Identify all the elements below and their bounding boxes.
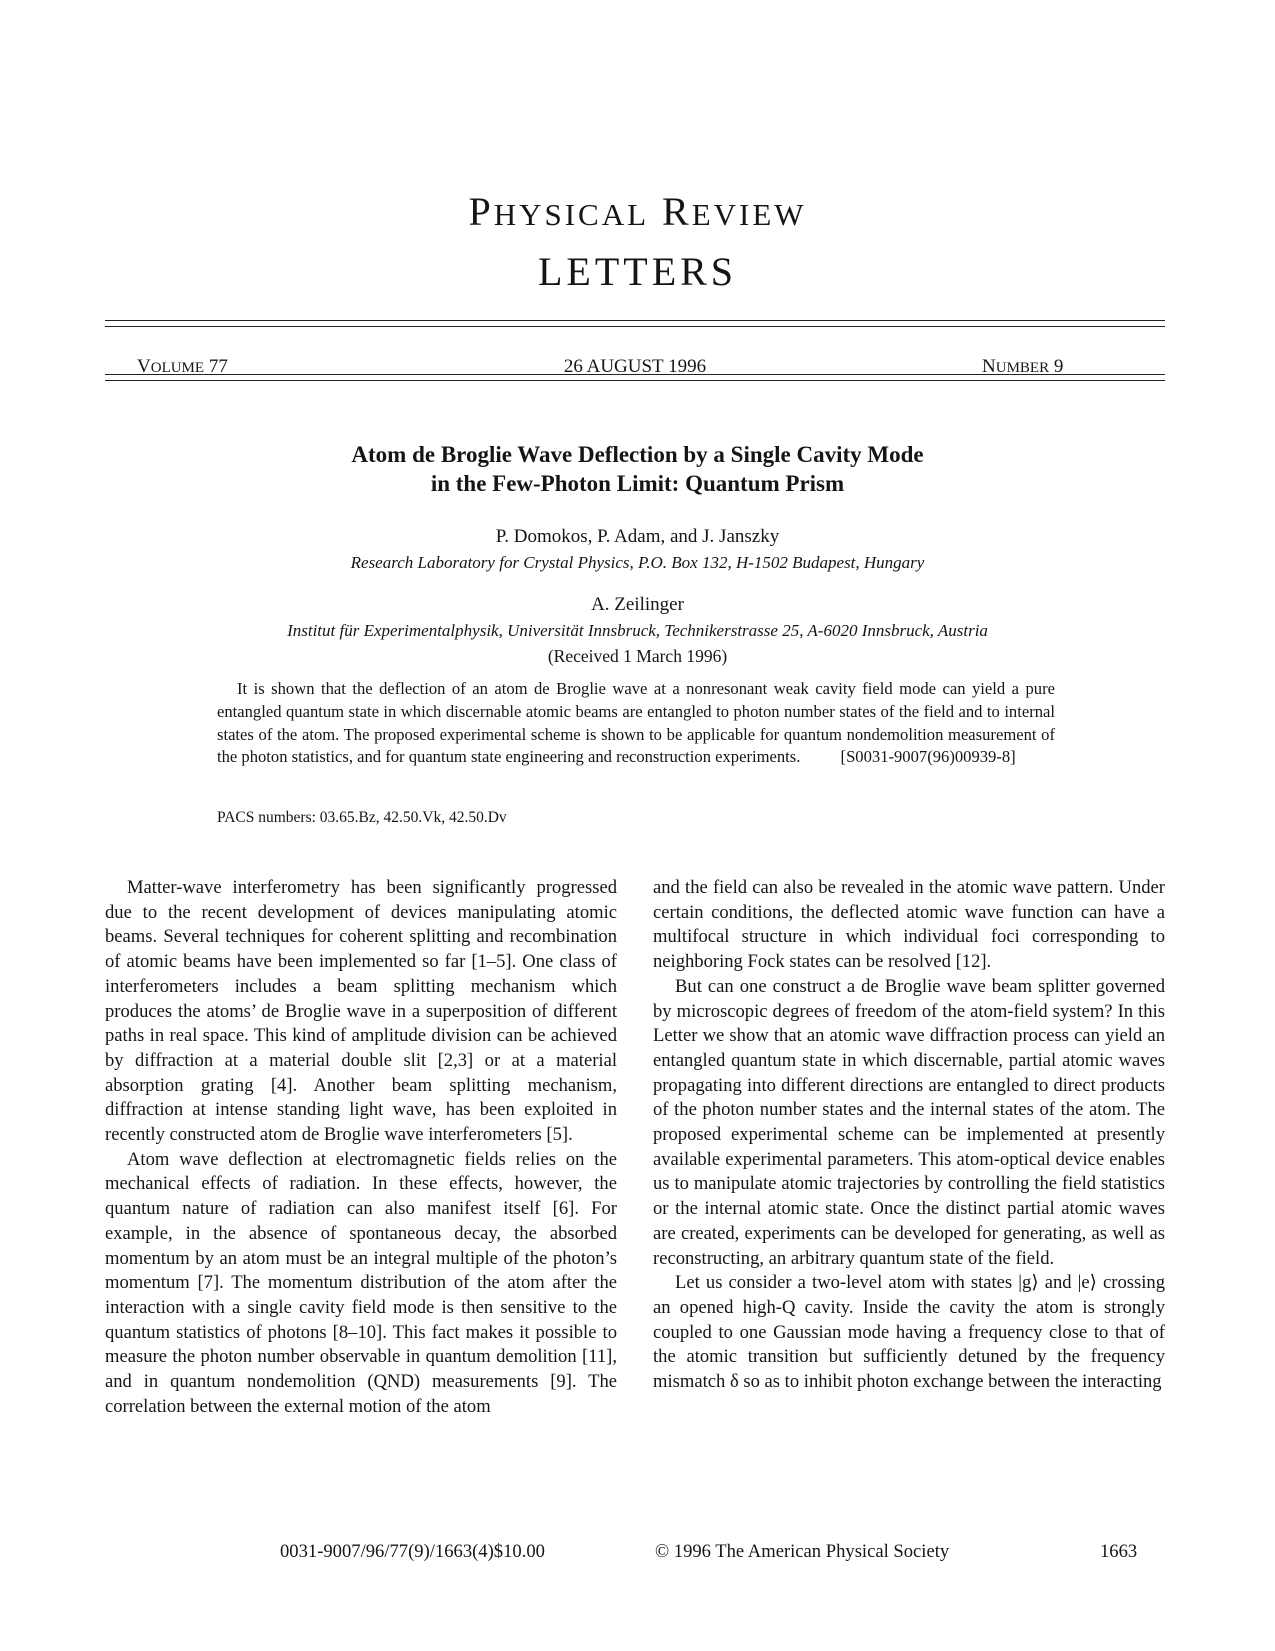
abstract — [217, 678, 1055, 769]
right-column — [653, 876, 1165, 1395]
affiliation-2: Institut für Experimentalphysik, Universität Innsbruck, Technikerstrasse 25, A-6020 Innsbruck, Austria — [287, 621, 988, 640]
journal-subtitle: LETTERS — [537, 249, 738, 294]
paragraph: Atom wave deflection at electromagnetic fields relies on the mechanical effects of radiation. In these effects, however, the quantum nature of radiation can also manifest itself [6]. For example, in the absence of spontaneous decay, the absorbed momentum by an atom must be an integral multiple of the photon’s momentum [7]. The momentum distribution of the atom after the interaction with a single cavity field mode is then sensitive to the quantum statistics of photons [8–10]. This fact makes it possible to measure the photon number observable in quantum demolition [11], and in quantum nondemolition (QND) measurements [9]. The correlation between the external motion of the atom — [105, 1148, 617, 1417]
journal-name-initial-r: R — [662, 189, 692, 234]
header-rule-bottom-1 — [105, 374, 1165, 375]
article-title — [180, 440, 1095, 498]
abstract-text: It is shown that the deflection of an atom de Broglie wave at a nonresonant weak cavity field mode can yield a pure entangled quantum state in which discernable atomic beams are entangled to photon number states of the field and to internal states of the atom. The proposed experimental scheme is shown to be applicable for quantum nondemolition measurement of the photon statistics, and for quantum state engineering and reconstruction experiments. — [217, 679, 1055, 767]
title-line-2: in the Few-Photon Limit: Quantum Prism — [430, 471, 845, 496]
journal-name-initial-p: P — [468, 189, 494, 234]
number-label — [982, 355, 1063, 380]
volume-initial: V — [137, 356, 151, 377]
paragraph: Matter-wave interferometry has been significantly progressed due to the recent development of devices manipulating atomic beams. Several techniques for coherent splitting and recombination of atomic beams have been implemented so far [1–5]. One class of interferometers includes a beam splitting mechanism which produces the atoms’ de Broglie wave in a superposition of different paths in real space. This kind of amplitude division can be achieved by diffraction at a material double slit [2,3] or at a material absorption grating [4]. Another beam splitting mechanism, diffraction at intense standing light wave, has been exploited in recently constructed atom de Broglie wave interferometers [5]. — [105, 877, 617, 1146]
journal-name — [0, 190, 1275, 237]
journal-name-hysical: HYSICAL — [493, 197, 650, 232]
number-rest: UMBER — [995, 360, 1050, 376]
left-column — [105, 876, 617, 1419]
affiliation-1: Research Laboratory for Crystal Physics, P.O. Box 132, H-1502 Budapest, Hungary — [350, 553, 925, 572]
issue-number: 9 — [1053, 356, 1064, 377]
pacs-numbers: PACS numbers: 03.65.Bz, 42.50.Vk, 42.50.Dv — [217, 809, 507, 826]
paragraph: Let us consider a two-level atom with states |g⟩ and |e⟩ crossing an opened high-Q cavity. Inside the cavity the atom is strongly coupled to one Gaussian mode having a frequency close to that of the atomic transition but sufficiently detuned by the frequency mismatch δ so as to inhibit photon exchange between the interacting — [653, 1272, 1165, 1393]
journal-name-eview: EVIEW — [691, 197, 807, 232]
header-rule-bottom-2 — [105, 380, 1165, 381]
volume-rest: OLUME — [150, 360, 205, 376]
volume-number: 77 — [208, 356, 228, 377]
header-rule-top-2 — [105, 326, 1165, 327]
article-code: [S0031-9007(96)00939-8] — [840, 747, 1016, 767]
authors-group-1: P. Domokos, P. Adam, and J. Janszky — [495, 526, 780, 547]
paragraph: and the field can also be revealed in the atomic wave pattern. Under certain conditions, the deflected atomic wave function can have a multifocal structure in which individual foci corresponding to neighboring Fock states can be resolved [12]. — [653, 877, 1165, 973]
received-date: (Received 1 March 1996) — [547, 646, 728, 666]
page-number: 1663 — [1100, 1541, 1138, 1562]
paragraph: But can one construct a de Broglie wave beam splitter governed by microscopic degrees of freedom of the atom-field system? In this Letter we show that an atomic wave diffraction process can yield an entangled quantum state in which discernable, partial atomic waves propagating into different directions are entangled to direct products of the photon number states and the internal states of the atom. The proposed experimental scheme can be implemented at presently available experimental parameters. This atom-optical device enables us to manipulate atomic trajectories by controlling the field statistics or the internal atomic state. Once the distinct partial atomic waves are created, experiments can be developed for generating, as well as reconstructing, an arbitrary quantum state of the field. — [653, 975, 1165, 1269]
issue-date: 26 AUGUST 1996 — [563, 356, 707, 377]
number-initial: N — [982, 356, 996, 377]
volume-label — [137, 355, 228, 380]
footer-copyright: © 1996 The American Physical Society — [655, 1541, 950, 1562]
footer-issn-code: 0031-9007/96/77(9)/1663(4)$10.00 — [280, 1541, 545, 1562]
authors-group-2: A. Zeilinger — [591, 594, 684, 615]
title-line-1: Atom de Broglie Wave Deflection by a Single Cavity Mode — [351, 442, 924, 467]
header-rule-top-1 — [105, 320, 1165, 321]
